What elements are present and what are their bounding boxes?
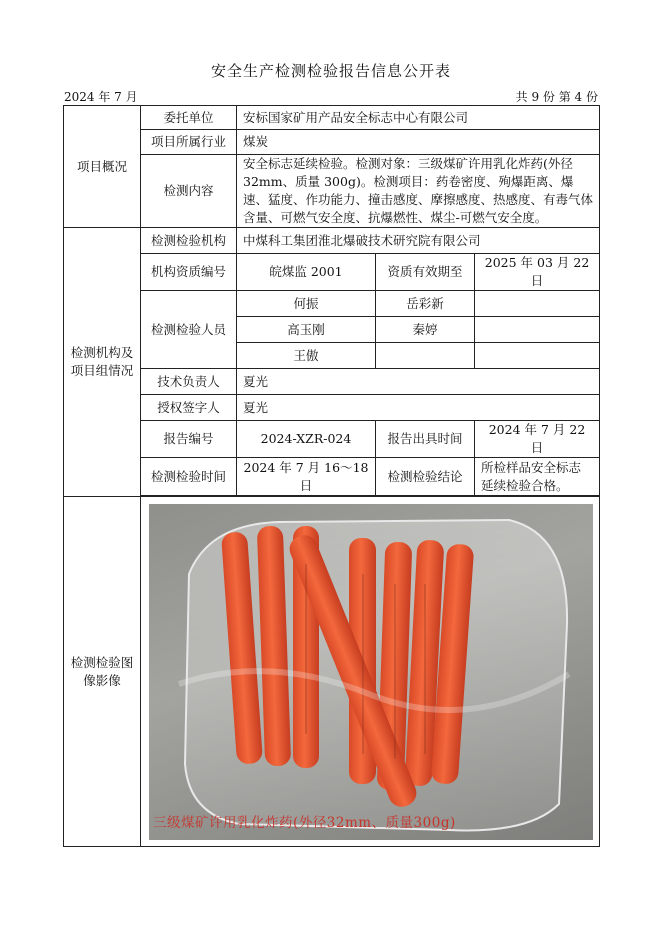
copy-count: 共 9 份 第 4 份: [515, 90, 598, 104]
section-image: 检测检验图像影像: [64, 497, 141, 847]
content-label: 检测内容: [141, 155, 237, 228]
qual-no-value: 皖煤监 2001: [237, 254, 376, 291]
test-time-label: 检测检验时间: [141, 458, 237, 496]
personnel-name: 秦婷: [376, 317, 475, 343]
personnel-name: 王傲: [237, 343, 376, 369]
conclusion-label: 检测检验结论: [376, 458, 475, 496]
validity-value: 2025 年 03 月 22 日: [475, 254, 600, 291]
explosive-cartridges-image: [149, 504, 593, 840]
conclusion-value: 所检样品安全标志延续检验合格。: [475, 458, 600, 496]
test-time-value: 2024 年 7 月 16～18 日: [237, 458, 376, 496]
qual-no-label: 机构资质编号: [141, 254, 237, 291]
issue-time-label: 报告出具时间: [376, 421, 475, 458]
page-title: 安全生产检测检验报告信息公开表: [210, 62, 451, 80]
section-org: 检测机构及项目组情况: [64, 228, 141, 497]
personnel-name: 何振: [237, 291, 376, 317]
tech-lead-value: 夏光: [237, 369, 600, 395]
tech-lead-label: 技术负责人: [141, 369, 237, 395]
signatory-value: 夏光: [237, 395, 600, 421]
personnel-name: 岳彩新: [376, 291, 475, 317]
industry-label: 项目所属行业: [141, 130, 237, 155]
institution-label: 检测检验机构: [141, 228, 237, 254]
client-value: 安标国家矿用产品安全标志中心有限公司: [237, 106, 600, 130]
client-label: 委托单位: [141, 106, 237, 130]
issue-time-value: 2024 年 7 月 22 日: [475, 421, 600, 458]
report-no-label: 报告编号: [141, 421, 237, 458]
personnel-name: 高玉刚: [237, 317, 376, 343]
content-value: 安全标志延续检验。检测对象：三级煤矿许用乳化炸药(外径32mm、质量 300g)。检测项目：药卷密度、殉爆距离、爆速、猛度、作功能力、撞击感度、摩擦感度、热感度、有毒气体含量、可燃气安全度、抗爆燃性、煤尘-可燃气安全度。: [237, 155, 600, 228]
industry-value: 煤炭: [237, 130, 600, 155]
personnel-label: 检测检验人员: [141, 291, 237, 369]
section-overview: 项目概况: [64, 106, 141, 228]
signatory-label: 授权签字人: [141, 395, 237, 421]
validity-label: 资质有效期至: [376, 254, 475, 291]
sample-photo: [149, 504, 593, 840]
report-date: 2024 年 7 月: [64, 90, 138, 104]
info-table: [63, 105, 600, 847]
institution-value: 中煤科工集团淮北爆破技术研究院有限公司: [237, 228, 600, 254]
report-no-value: 2024-XZR-024: [237, 421, 376, 458]
photo-caption: 三级煤矿许用乳化炸药(外径32mm、质量300g): [153, 814, 456, 831]
